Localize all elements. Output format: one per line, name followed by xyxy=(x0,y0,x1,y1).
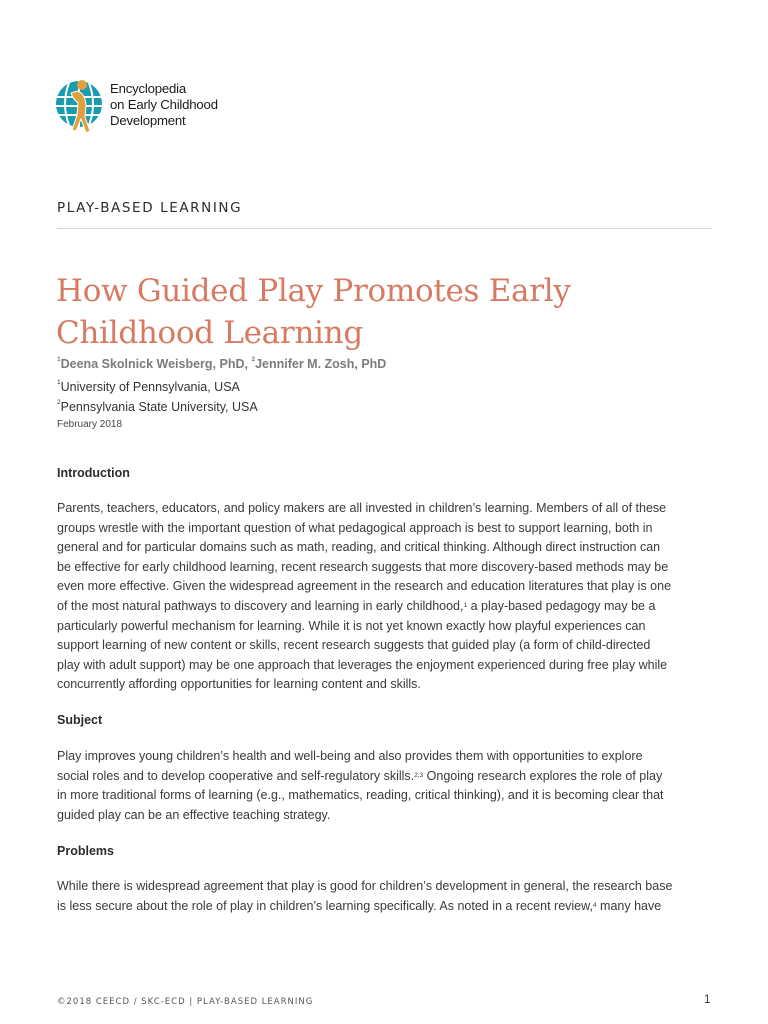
author-2-sup: 2 xyxy=(251,356,256,363)
author-2-name: Jennifer M. Zosh, PhD xyxy=(255,357,387,371)
text-line: in more traditional forms of learning (e.g., mathematics, reading, critical thinking), and it is becoming clear that xyxy=(57,788,664,803)
text-span: Ongoing research explores the role of play xyxy=(423,768,663,783)
text-line: concurrently affording opportunities for learning content and skills. xyxy=(57,677,421,692)
page-number: 1 xyxy=(704,994,711,1006)
affiliation-1-sup: 1 xyxy=(57,379,61,386)
citation-sup: 1 xyxy=(463,601,468,609)
text-line: general and for particular domains such as math, reading, and critical thinking. Although direct instruction can xyxy=(57,540,661,555)
subject-heading: Subject xyxy=(57,713,103,727)
authors xyxy=(57,357,386,371)
footer-copyright: ©2018 CEECD / SKC-ECD | PLAY-BASED LEARNING xyxy=(57,997,314,1007)
affiliation-1-text: University of Pennsylvania, USA xyxy=(60,380,240,394)
affiliation-2-text: Pennsylvania State University, USA xyxy=(60,400,258,414)
logo-line-3: Development xyxy=(110,113,186,128)
logo-text xyxy=(110,81,218,129)
citation-sup: 2,3 xyxy=(414,771,424,779)
text-span: a play-based pedagogy may be a xyxy=(467,598,656,613)
text-line xyxy=(57,767,722,787)
subject-paragraph xyxy=(57,747,722,825)
text-line xyxy=(57,597,722,617)
section-label: PLAY-BASED LEARNING xyxy=(57,200,243,216)
encyclopedia-logo xyxy=(55,75,255,137)
text-line: guided play can be an effective teaching strategy. xyxy=(57,807,331,822)
affiliation-1 xyxy=(57,380,240,394)
text-line: support learning of new content or skills, recent research suggests that guided play (a form of child-directed xyxy=(57,638,651,653)
text-span: is less secure about the role of play in children’s learning specifically. As noted in a recent review, xyxy=(57,898,593,913)
logo-line-1: Encyclopedia xyxy=(110,81,187,96)
text-line: play with adult support) may be one approach that leverages the enjoyment experienced during free play while xyxy=(57,657,668,672)
text-line: While there is widespread agreement that play is good for children’s development in general, the research base xyxy=(57,879,673,893)
author-1-sup: 1 xyxy=(57,356,61,363)
text-line: be effective for early childhood learning, recent research suggests that more discovery-based methods may be xyxy=(57,559,669,574)
introduction-paragraph xyxy=(57,499,722,695)
text-span: of the most natural pathways to discovery and learning in early childhood, xyxy=(57,598,464,613)
page-title xyxy=(56,270,716,354)
publication-date: February 2018 xyxy=(57,419,123,430)
text-span: many have xyxy=(596,898,662,913)
globe-child-icon xyxy=(55,75,105,137)
affiliation-2-sup: 2 xyxy=(57,399,61,406)
citation-sup: 4 xyxy=(592,901,597,909)
text-line: groups wrestle with the important question of what pedagogical approach is best to support learning, both in xyxy=(57,520,653,535)
text-span: social roles and to develop cooperative and self-regulatory skills. xyxy=(57,768,415,783)
text-line: even more effective. Given the widespread agreement in the research and education literatures that play is one xyxy=(57,579,672,594)
problems-paragraph xyxy=(57,877,722,916)
text-line xyxy=(57,897,722,917)
problems-heading: Problems xyxy=(57,844,114,858)
introduction-heading: Introduction xyxy=(57,466,130,480)
title-line-1: How Guided Play Promotes Early xyxy=(56,273,571,309)
divider xyxy=(57,228,712,229)
text-line: particularly powerful mechanism for learning. While it is not yet known exactly how playful experiences can xyxy=(57,618,646,633)
logo-line-2: on Early Childhood xyxy=(110,97,218,112)
title-line-2: Childhood Learning xyxy=(56,315,363,351)
author-1-name: Deena Skolnick Weisberg, PhD, xyxy=(60,357,252,371)
text-line: Play improves young children’s health and well-being and also provides them with opportunities to explore xyxy=(57,749,643,763)
affiliation-2 xyxy=(57,400,258,414)
text-line: Parents, teachers, educators, and policy makers are all invested in children’s learning. Members of all of these xyxy=(57,501,667,515)
